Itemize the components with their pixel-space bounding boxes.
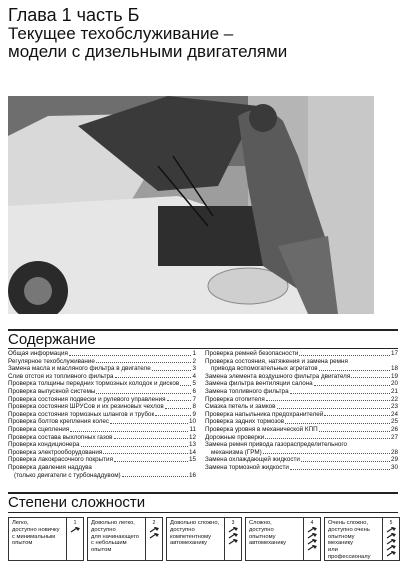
contents-item-page: 9: [192, 410, 196, 418]
contents-item-title: Проверка ремней безопасности: [205, 350, 299, 357]
contents-item-title: Проверка болтов крепления колес: [8, 418, 110, 426]
contents-item-title: Проверка давления наддува: [8, 463, 92, 471]
contents-item-page: 15: [188, 456, 196, 464]
difficulty-rank: [303, 518, 320, 560]
contents-item-page: 6: [192, 387, 196, 395]
contents-item-page: 17: [390, 350, 398, 357]
contents-item-page: 4: [192, 372, 196, 380]
contents-item-page: 19: [390, 372, 398, 380]
difficulty-text-line: доступно: [91, 526, 116, 533]
contents-item-page: 1: [192, 350, 196, 357]
difficulty-text-line: доступно опытному: [249, 526, 276, 540]
difficulty-text-line: опытному механику: [328, 533, 355, 547]
contents-item-title: Общая информация: [8, 350, 68, 357]
contents-item-title-cont: механизма (ГРМ): [211, 448, 262, 456]
contents-item-page: 8: [192, 403, 196, 411]
difficulty-rank: [224, 518, 241, 560]
contents-item-page: 25: [390, 418, 398, 426]
leader-dots: [299, 355, 390, 356]
difficulty-rank-number: 1: [73, 520, 77, 526]
leader-dots: [165, 408, 192, 409]
contents-item-title-cont: привода вспомогательных агрегатов: [211, 365, 318, 373]
contents-item-page: 7: [192, 395, 196, 403]
contents-item-title: Проверка сцепления: [8, 425, 70, 433]
contents-item-title: Проверка толщины передних тормозных колодок и дисков: [8, 380, 180, 388]
contents-item-title: Проверка задних тормозов: [205, 418, 285, 426]
contents-item-page: 13: [188, 441, 196, 449]
contents-item-page: 10: [188, 418, 196, 426]
leader-dots: [114, 461, 188, 462]
contents-item-page: 22: [390, 395, 398, 403]
contents-item-page: 20: [390, 380, 398, 388]
contents-item-title: Дорожные проверки: [205, 433, 265, 441]
contents-item-title: Смазка петель и замков: [205, 403, 276, 411]
contents-item: [8, 403, 196, 411]
difficulty-text-line: с минимальным: [12, 533, 56, 540]
difficulty-level-5: [324, 517, 400, 561]
contents-item: [205, 396, 398, 404]
contents-item-page: 21: [390, 387, 398, 395]
contents-item-page: 12: [188, 433, 196, 441]
contents-item-page: 14: [188, 448, 196, 456]
contents-item-page: 5: [192, 380, 196, 388]
difficulty-rank: [382, 518, 399, 560]
leader-dots: [122, 476, 188, 477]
contents-item-title: Проверка состояния подвески и рулевого управления: [8, 395, 166, 403]
leader-dots: [152, 370, 192, 371]
contents-item-title: Замена масла и масляного фильтра в двигателе: [8, 365, 151, 373]
contents-item-page: 27: [390, 433, 398, 441]
difficulty-text-line: доступно очень: [328, 526, 370, 533]
difficulty-text-line: Легко,: [12, 520, 29, 526]
contents-item: [205, 358, 398, 373]
contents-item-title: Проверка кондиционера: [8, 441, 80, 449]
leader-dots: [96, 362, 192, 363]
difficulty-text-line: автомеханику: [170, 540, 208, 547]
contents-item-title: Проверка состояния ШРУСов и их резиновых чехлов: [8, 403, 164, 411]
contents-item: [8, 365, 196, 373]
contents-item: [8, 464, 196, 479]
contents-item-title: Замена фильтра вентиляции салона: [205, 380, 313, 388]
difficulty-title: Степени сложности: [8, 494, 146, 511]
leader-dots: [114, 438, 188, 439]
difficulty-level-1: [8, 517, 84, 561]
mechanic-photo: [8, 96, 374, 314]
contents-item-page: 23: [390, 403, 398, 411]
contents-item: [205, 403, 398, 411]
difficulty-text-line: Довольно сложно,: [170, 520, 220, 526]
contents-item-title: Регулярное техобслуживание: [8, 357, 95, 365]
difficulty-rank: [145, 518, 162, 560]
contents-right-column: [205, 350, 398, 472]
leader-dots: [115, 377, 192, 378]
contents-item: [8, 418, 196, 426]
chapter-title-line1: Текущее техобслуживание –: [8, 24, 234, 43]
leader-dots: [180, 385, 191, 386]
contents-item: [205, 373, 398, 381]
leader-dots: [277, 408, 390, 409]
contents-item: [205, 434, 398, 442]
contents-item-title: Замена элемента воздушного фильтра двигателя: [205, 372, 351, 380]
contents-item-title: Слив отстоя из топливного фильтра: [8, 372, 114, 380]
difficulty-text-line: Очень сложно,: [328, 520, 369, 526]
contents-underline: [8, 348, 398, 349]
difficulty-level-4: [245, 517, 321, 561]
leader-dots: [265, 438, 390, 439]
difficulty-underline: [8, 512, 398, 513]
contents-item-page: 26: [390, 425, 398, 433]
leader-dots: [110, 423, 188, 424]
difficulty-rank: [66, 518, 83, 560]
difficulty-text-line: доступно новичку: [12, 526, 60, 533]
leader-dots: [69, 355, 192, 356]
difficulty-text-line: автомеханику: [249, 540, 287, 547]
contents-item-page: 24: [390, 410, 398, 418]
leader-dots: [324, 415, 390, 416]
contents-item: [8, 426, 196, 434]
difficulty-rank-number: 2: [152, 520, 156, 526]
contents-item-page: 2: [192, 357, 196, 365]
contents-item-title: Проверка лакокрасочного покрытия: [8, 456, 113, 464]
contents-item: [8, 373, 196, 381]
contents-item: [205, 350, 398, 358]
contents-item-title: Проверка уровня в механической КПП: [205, 425, 318, 433]
leader-dots: [155, 415, 191, 416]
contents-item: [205, 388, 398, 396]
leader-dots: [103, 453, 188, 454]
wrench-icon: [70, 527, 80, 533]
contents-item: [8, 380, 196, 388]
contents-item-title: Проверка состава выхлопных газов: [8, 433, 113, 441]
contents-item-title: Проверка напыльника предохранителей: [205, 410, 324, 418]
contents-item-title: Проверка электрооборудования: [8, 448, 103, 456]
contents-item: [205, 464, 398, 472]
leader-dots: [301, 461, 390, 462]
contents-item: [8, 449, 196, 457]
contents-item-title: Проверка отопителя: [205, 395, 265, 403]
difficulty-description: [325, 518, 382, 560]
contents-item-title: Замена топливного фильтра: [205, 387, 289, 395]
contents-item-page: 29: [390, 456, 398, 464]
difficulty-description: [88, 518, 145, 560]
difficulty-text-line: компетентному: [170, 533, 212, 540]
difficulty-text-line: Сложно,: [249, 520, 272, 526]
contents-item: [8, 396, 196, 404]
wrench-icon: [307, 545, 317, 551]
contents-item-title: Проверка состояния тормозных шлангов и трубок: [8, 410, 155, 418]
difficulty-description: [9, 518, 66, 560]
contents-item: [205, 418, 398, 426]
leader-dots: [266, 400, 390, 401]
difficulty-description: [167, 518, 224, 560]
difficulty-text-line: опытом: [12, 540, 33, 547]
contents-item: [8, 350, 196, 358]
contents-item-page: 18: [390, 365, 398, 373]
difficulty-description: [246, 518, 303, 560]
contents-item: [8, 411, 196, 419]
contents-item-page: 28: [390, 448, 398, 456]
difficulty-rank-number: 4: [310, 520, 314, 526]
leader-dots: [351, 377, 390, 378]
contents-item: [8, 456, 196, 464]
chapter-number: Глава 1 часть Б: [8, 5, 140, 25]
contents-item-title: Замена охлаждающей жидкости: [205, 456, 300, 464]
contents-item-page: 16: [188, 471, 196, 479]
chapter-title-line2: модели с дизельными двигателями: [8, 42, 288, 61]
contents-item-page: 30: [390, 463, 398, 471]
leader-dots: [319, 370, 390, 371]
difficulty-text-line: Довольно легко,: [91, 520, 135, 526]
contents-item-title-cont: (только двигатели с турбонаддувом): [14, 471, 121, 479]
difficulty-text-line: или профессионалу: [328, 547, 371, 560]
contents-item: [205, 441, 398, 456]
leader-dots: [319, 431, 390, 432]
contents-item-title: Проверка состояния, натяжения и замена ремня: [205, 357, 348, 365]
leader-dots: [96, 393, 191, 394]
contents-item-title: Замена тормозной жидкости: [205, 463, 289, 471]
contents-item: [205, 380, 398, 388]
contents-item: [205, 426, 398, 434]
leader-dots: [290, 469, 390, 470]
contents-item-title: Проверка выпускной системы: [8, 387, 96, 395]
contents-item-page: 3: [192, 365, 196, 373]
leader-dots: [314, 385, 390, 386]
contents-item: [205, 456, 398, 464]
difficulty-text-line: с небольшим опытом: [91, 540, 127, 554]
difficulty-text-line: для начинающего: [91, 533, 139, 540]
chapter-header: [8, 6, 400, 61]
contents-item: [8, 358, 196, 366]
difficulty-level-3: [166, 517, 242, 561]
contents-title: Содержание: [8, 331, 96, 348]
leader-dots: [70, 431, 188, 432]
car-engine-illustration: [8, 96, 374, 314]
difficulty-level-2: [87, 517, 163, 561]
difficulty-rank-number: 5: [389, 520, 393, 526]
contents-item: [8, 434, 196, 442]
contents-item: [205, 411, 398, 419]
difficulty-text-line: доступно: [170, 526, 195, 533]
contents-item: [8, 388, 196, 396]
wrench-icon: [228, 539, 238, 545]
contents-item: [8, 441, 196, 449]
contents-left-column: [8, 350, 196, 479]
wrench-icon: [386, 551, 396, 557]
difficulty-levels: [8, 517, 400, 563]
wrench-icon: [149, 533, 159, 539]
contents-item-page: 11: [189, 425, 196, 433]
leader-dots: [167, 400, 192, 401]
leader-dots: [285, 423, 390, 424]
difficulty-rank-number: 3: [231, 520, 235, 526]
leader-dots: [81, 446, 188, 447]
leader-dots: [290, 393, 390, 394]
contents-item-title: Замена ремня привода газораспределительного: [205, 441, 348, 449]
leader-dots: [263, 453, 390, 454]
